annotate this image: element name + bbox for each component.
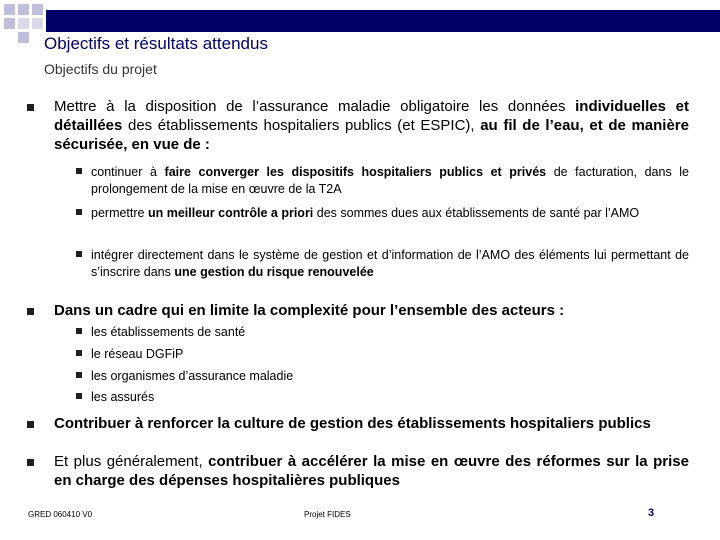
sub-bullet-text: les assurés xyxy=(91,390,155,404)
page-number: 3 xyxy=(648,507,655,519)
sub-bullet-marker xyxy=(76,372,82,378)
bullet-marker xyxy=(27,421,34,428)
sub-bullet-marker xyxy=(76,393,82,399)
bullet-marker xyxy=(27,459,34,466)
slide-subtitle: Objectifs du projet xyxy=(44,61,157,77)
sub-bullet-text: intégrer directement dans le système de gestion et d’information de l’AMO des éléments lui permettant de s’inscrire dans une gestion du risque renouvelée xyxy=(91,248,689,279)
title-bar xyxy=(46,10,720,32)
sub-bullet-marker xyxy=(76,328,82,334)
sub-bullet-marker xyxy=(76,350,82,356)
bullet-marker xyxy=(27,308,34,315)
sub-bullet-text: le réseau DGFiP xyxy=(91,347,184,361)
sub-bullet-marker xyxy=(76,168,82,174)
sub-bullet-text: permettre un meilleur contrôle a priori des sommes dues aux établissements de santé par l’AMO xyxy=(91,206,640,220)
bullet-text: Et plus généralement, contribuer à accélérer la mise en œuvre des réformes sur la prise en charge des dépenses hospitalières publiques xyxy=(54,453,689,489)
sub-bullet-text: les organismes d’assurance maladie xyxy=(91,369,294,383)
bullet-text: Mettre à la disposition de l’assurance maladie obligatoire les données individuelles et détaillées des établissements hospitaliers publics (et ESPIC), au fil de l’eau, et de manière sécurisée, en vue de : xyxy=(54,98,689,153)
bullet-text: Dans un cadre qui en limite la complexité pour l’ensemble des acteurs : xyxy=(54,302,565,319)
footer-reference: GRED 060410 V0 xyxy=(28,510,93,519)
sub-bullet-text: les établissements de santé xyxy=(91,325,246,339)
sub-bullet-marker xyxy=(76,209,82,215)
sub-bullet-text: continuer à faire converger les dispositifs hospitaliers publics et privés de facturation, dans le prolongement de la mise en œuvre de la T2A xyxy=(91,165,689,196)
decorative-squares xyxy=(4,4,43,43)
sub-bullet-marker xyxy=(76,251,82,257)
bullet-marker xyxy=(27,104,34,111)
slide-title: Objectifs et résultats attendus xyxy=(44,34,268,53)
footer-project: Projet FIDES xyxy=(304,510,351,519)
bullet-text: Contribuer à renforcer la culture de gestion des établissements hospitaliers publics xyxy=(54,415,651,432)
